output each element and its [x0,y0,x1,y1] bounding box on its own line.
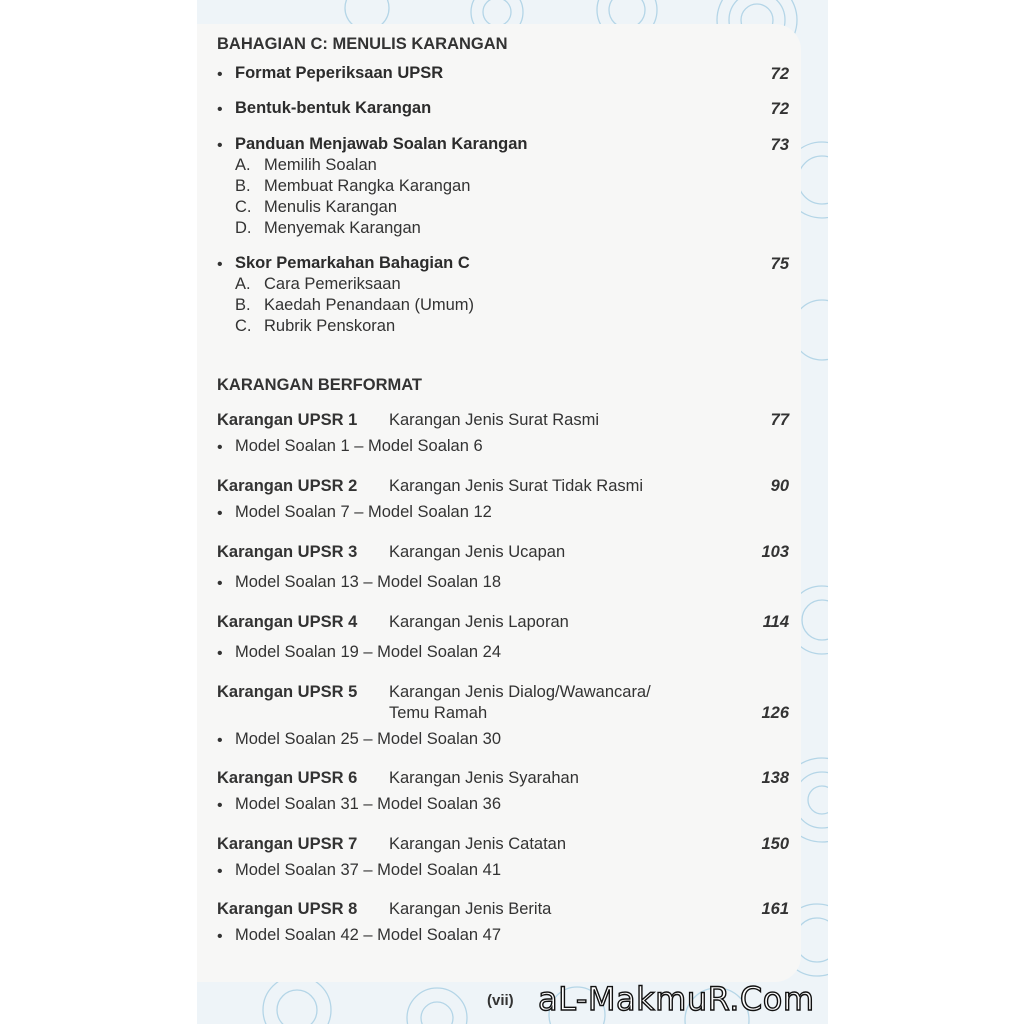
model-range: Model Soalan 25 – Model Soalan 30 [235,730,502,748]
karangan-label[interactable]: Karangan UPSR 3 [217,543,358,561]
bullet: • [217,505,223,522]
watermark: aL-MakmuR.Com [538,980,815,1018]
toc-entry-title[interactable]: Skor Pemarkahan Bahagian C [235,254,470,272]
toc-page-number: 72 [770,100,789,118]
bullet: • [217,256,223,273]
page-number: (vii) [487,992,514,1009]
sub-letter: C. [235,317,252,335]
karangan-label[interactable]: Karangan UPSR 4 [217,613,358,631]
sub-letter: A. [235,156,251,174]
model-range: Model Soalan 42 – Model Soalan 47 [235,926,502,944]
model-range: Model Soalan 13 – Model Soalan 18 [235,573,502,591]
karangan-label[interactable]: Karangan UPSR 2 [217,477,358,495]
bullet: • [217,66,223,83]
sub-item: Kaedah Penandaan (Umum) [264,296,475,314]
bullet: • [217,575,223,592]
toc-page-number: 138 [761,769,789,787]
toc-page-number: 90 [770,477,789,495]
bullet: • [217,797,223,814]
karangan-title-line2: Temu Ramah [389,704,488,722]
toc-page-number: 77 [770,411,789,429]
toc-page-number: 103 [761,543,789,561]
karangan-title: Karangan Jenis Berita [389,900,552,918]
toc-page-number: 126 [761,704,789,722]
toc-entry-title[interactable]: Panduan Menjawab Soalan Karangan [235,135,528,153]
sub-letter: B. [235,177,251,195]
bullet: • [217,928,223,945]
model-range: Model Soalan 19 – Model Soalan 24 [235,643,502,661]
karangan-title: Karangan Jenis Dialog/Wawancara/ [389,683,651,701]
sub-item: Menyemak Karangan [264,219,421,237]
section-c-heading: BAHAGIAN C: MENULIS KARANGAN [217,35,508,53]
karangan-label[interactable]: Karangan UPSR 6 [217,769,358,787]
sub-item: Membuat Rangka Karangan [264,177,471,195]
model-range: Model Soalan 37 – Model Soalan 41 [235,861,502,879]
karangan-title: Karangan Jenis Surat Tidak Rasmi [389,477,644,495]
berformat-heading: KARANGAN BERFORMAT [217,376,423,394]
karangan-label[interactable]: Karangan UPSR 1 [217,411,358,429]
toc-entry-title[interactable]: Format Peperiksaan UPSR [235,64,444,82]
sub-letter: B. [235,296,251,314]
sub-letter: A. [235,275,251,293]
toc-page-number: 73 [770,136,789,154]
sub-item: Memilih Soalan [264,156,377,174]
bullet: • [217,101,223,118]
karangan-label[interactable]: Karangan UPSR 5 [217,683,358,701]
toc-page-number: 161 [761,900,789,918]
bullet: • [217,863,223,880]
sub-item: Cara Pemeriksaan [264,275,401,293]
sub-letter: C. [235,198,252,216]
bullet: • [217,439,223,456]
toc-page-number: 114 [762,613,789,631]
model-range: Model Soalan 1 – Model Soalan 6 [235,437,483,455]
sub-item: Rubrik Penskoran [264,317,396,335]
bullet: • [217,137,223,154]
karangan-title: Karangan Jenis Syarahan [389,769,579,787]
model-range: Model Soalan 7 – Model Soalan 12 [235,503,492,521]
toc-entry-title[interactable]: Bentuk-bentuk Karangan [235,99,432,117]
bullet: • [217,732,223,749]
karangan-label[interactable]: Karangan UPSR 7 [217,835,358,853]
karangan-title: Karangan Jenis Catatan [389,835,567,853]
karangan-title: Karangan Jenis Ucapan [389,543,566,561]
model-range: Model Soalan 31 – Model Soalan 36 [235,795,502,813]
karangan-label[interactable]: Karangan UPSR 8 [217,900,358,918]
toc-page-number: 150 [761,835,789,853]
toc-page-number: 75 [770,255,789,273]
karangan-title: Karangan Jenis Surat Rasmi [389,411,600,429]
sub-item: Menulis Karangan [264,198,397,216]
bullet: • [217,645,223,662]
toc-page-number: 72 [770,65,789,83]
sub-letter: D. [235,219,252,237]
karangan-title: Karangan Jenis Laporan [389,613,569,631]
